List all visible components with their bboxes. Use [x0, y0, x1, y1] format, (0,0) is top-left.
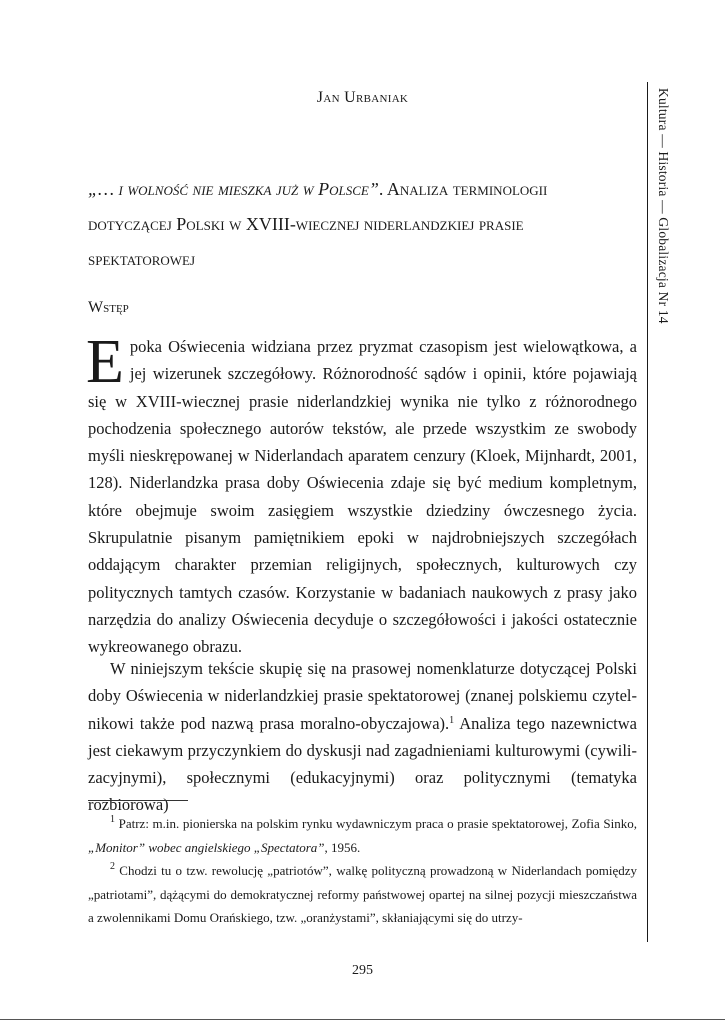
- footnote-1: [88, 812, 637, 859]
- footnote-1-number: 1: [110, 814, 115, 825]
- paragraph-2: [88, 655, 637, 819]
- footnote-2-number: 2: [110, 861, 115, 872]
- footnote-separator: [88, 800, 188, 801]
- footnote-ref-1: 1: [449, 714, 455, 726]
- paragraph-1-text: poka Oświecenia widziana przez pryzmat czasopism jest wielowątkowa, a jej wizerunek szczegółowy. Różnorodność sądów i opinii, które pojawiają się w XVIII-wiecznej prasie niderlandzkiej wynika nie tylko z różnorodnego pochodzenia społecznego autorów tekstów, ale przede wszystkim ze swobody myśli nieskrępowanej w Niderlandach aparatem cenzury (Kloek, Mijnhardt, 2001, 128). Niderlandzka prasa doby Oświecenia zdaje się być medium kompletnym, które obejmuje swoim zasięgiem wszystkie dziedziny ówczesnego życia. Skrupulatnie pisanym pamiętnikiem epoki w najdrobniejszych szczegółach oddającym charakter przemian religijnych, społecznych, kulturowych czy politycznych tamtych czasów. Korzystanie w badaniach naukowych z prasy jako narzędzia do analizy Oświecenia decyduje o szczegółowości i jakości ostatecznie wykreowanego obrazu.: [88, 337, 637, 657]
- footnote-1-text-end: , 1956.: [324, 839, 361, 855]
- article-title: [88, 172, 633, 277]
- page-number: 295: [352, 963, 373, 978]
- margin-rule: [647, 82, 648, 942]
- footnote-2: [88, 859, 637, 930]
- drop-cap: E: [86, 328, 124, 396]
- journal-running-head: Kultura — Historia — Globalizacja Nr 14: [656, 88, 671, 324]
- title-quote: „… i wolność nie mieszka już w Polsce”: [88, 179, 379, 199]
- title-rest: . Analiza terminologii dotyczącej Polski w XVIII-wiecznej niderlandzkiej prasie spektatorowej: [88, 179, 548, 269]
- author-name: Jan Urbaniak: [316, 89, 409, 106]
- footnote-2-text: Chodzi tu o tzw. rewolucję „patriotów”, walkę polityczną prowadzoną w Niderlandach pomiędzy „patriotami”, dążącymi do demokratycznej reformy państwowej opartej na silnej pozycji mieszczaństwa a zwolennikami Domu Orańskiego, tzw. „oranżystami”, skłaniającymi się do utrzy-: [88, 863, 638, 925]
- paragraph-2-text-cont: Analiza tego nazewnictwa jest ciekawym przyczynkiem do dyskusji nad zagadnieniami kulturowymi (cywilizacyjnymi), społecznymi (edukacyjnymi) oraz politycznymi (tematyka rozbiorowa): [88, 713, 638, 815]
- paragraph-1: [86, 328, 637, 661]
- page-bottom-edge: [0, 1019, 725, 1020]
- footnote-1-text: Patrz: m.in. pionierska na polskim rynku wydawniczym praca o prasie spektatorowej, Zofia Sinko,: [118, 816, 637, 831]
- footnote-1-italic: „Monitor” wobec angielskiego „Spectatora”: [88, 839, 325, 855]
- paragraph-2-text: W niniejszym tekście skupię się na prasowej nomenklaturze dotyczącej Polski doby Oświecenia w niderlandzkiej prasie spektatorowej (znanej polskiemu czytelnikowi także pod nazwą prasa moralno-obyczajowa).: [88, 659, 637, 733]
- section-heading: Wstęp: [88, 299, 129, 316]
